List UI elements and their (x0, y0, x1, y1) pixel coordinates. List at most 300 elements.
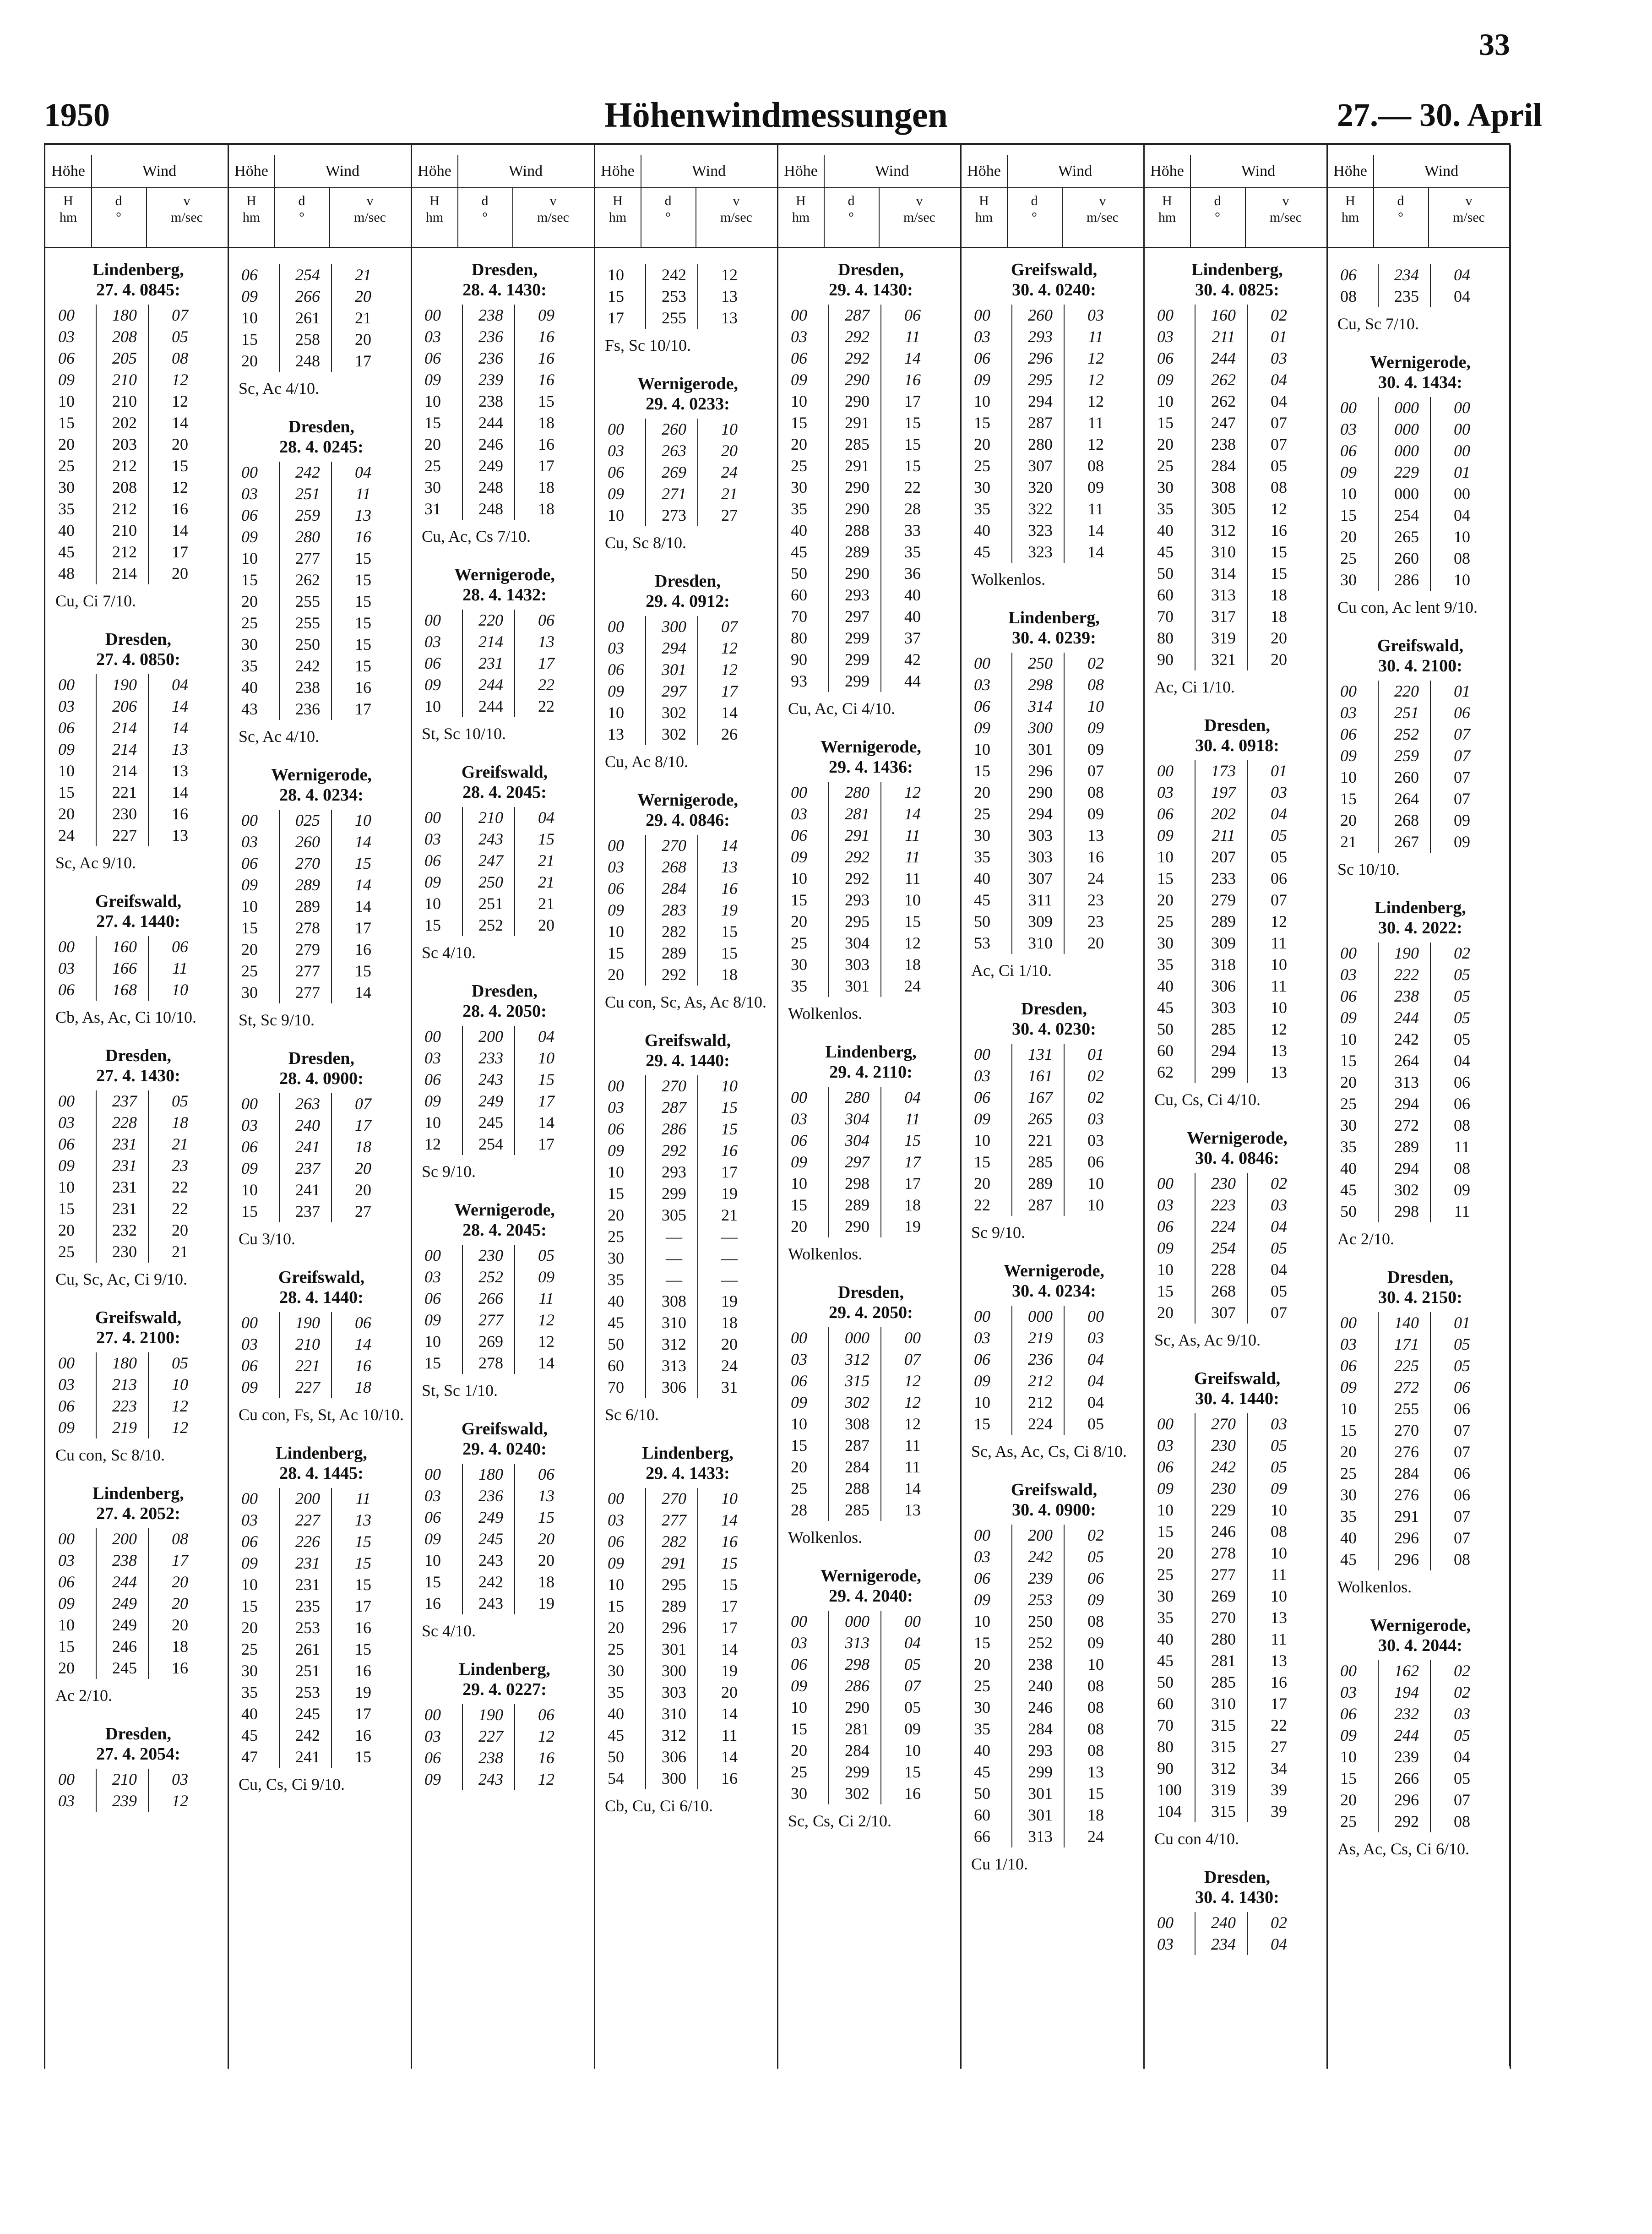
speed-value: 14 (172, 414, 188, 432)
height-value: 30 (791, 1784, 807, 1803)
table-row (1336, 569, 1505, 591)
speed-value: 00 (1454, 485, 1470, 503)
height-value: 09 (974, 371, 990, 389)
row-divider (1195, 1758, 1196, 1779)
row-divider (331, 1334, 332, 1355)
cloud-note: Cb, As, Ac, Ci 10/10. (55, 1008, 197, 1026)
height-value: 20 (791, 912, 807, 931)
row-divider (645, 1097, 646, 1118)
speed-value: 11 (721, 1726, 738, 1744)
direction-value: 166 (112, 959, 137, 977)
height-value: 06 (791, 826, 807, 845)
row-divider (96, 696, 97, 717)
row-divider (462, 1112, 463, 1133)
direction-value: 200 (112, 1530, 137, 1548)
direction-value: 293 (845, 586, 869, 604)
height-value: 06 (58, 981, 75, 999)
table-row (1336, 1377, 1505, 1398)
sounding-block (786, 260, 956, 719)
direction-value: 224 (1211, 1217, 1236, 1236)
speed-value: 09 (1271, 1479, 1287, 1498)
row-divider (1247, 1586, 1248, 1607)
height-value: 03 (424, 1268, 441, 1286)
row-divider (96, 1790, 97, 1812)
direction-value: 266 (478, 1289, 503, 1308)
speed-value: 12 (172, 392, 188, 410)
row-divider (1430, 1789, 1431, 1811)
row-divider (1195, 391, 1196, 412)
direction-value: 300 (1028, 719, 1053, 737)
row-divider (148, 1550, 149, 1571)
cloud-note: Cu, Sc, Ac, Ci 9/10. (55, 1270, 188, 1288)
header-divider (457, 155, 458, 247)
table-row (420, 653, 589, 674)
height-value: 20 (1340, 1791, 1357, 1809)
direction-value: 310 (662, 1313, 686, 1332)
table-row (603, 1553, 772, 1574)
height-value: 15 (1340, 506, 1357, 524)
row-divider (279, 1725, 280, 1746)
table-row (969, 1194, 1139, 1216)
height-value: 80 (791, 629, 807, 647)
direction-value: 210 (112, 371, 137, 389)
speed-value: 02 (1087, 1067, 1104, 1085)
table-row (1152, 1934, 1322, 1955)
observation-time: 29. 4. 2050: (829, 1303, 913, 1322)
table-row (603, 659, 772, 681)
direction-value: 277 (295, 983, 320, 1002)
direction-value: 248 (478, 478, 503, 496)
direction-value: 294 (1394, 1159, 1419, 1177)
table-row (603, 638, 772, 659)
row-divider (697, 1377, 698, 1398)
table-row (54, 391, 223, 412)
height-value: 45 (974, 543, 990, 561)
height-value: 06 (58, 1397, 75, 1415)
row-divider (462, 477, 463, 498)
row-divider (697, 1075, 698, 1097)
row-divider (1195, 1237, 1196, 1259)
height-value: 06 (241, 506, 258, 524)
table-row (786, 391, 956, 412)
direction-value: 284 (845, 1741, 869, 1760)
table-row (1152, 1435, 1322, 1456)
direction-value: 313 (1028, 1827, 1053, 1846)
speed-value: 14 (1087, 521, 1104, 539)
direction-value: 320 (1028, 478, 1053, 496)
direction-value: 239 (1394, 1748, 1419, 1766)
height-value: 45 (974, 1763, 990, 1781)
height-value: 35 (1157, 1608, 1174, 1627)
direction-value: 297 (845, 607, 869, 626)
speed-value: 31 (721, 1378, 738, 1396)
row-divider (514, 696, 515, 717)
row-divider (1378, 1746, 1379, 1768)
table-row (237, 810, 406, 831)
row-divider (1247, 889, 1248, 911)
header-d: d ° (1031, 193, 1038, 225)
speed-value: 20 (1271, 650, 1287, 669)
direction-value: 237 (295, 1159, 320, 1177)
height-value: 90 (1157, 650, 1174, 669)
height-value: 45 (791, 543, 807, 561)
table-row (237, 1136, 406, 1158)
row-divider (1378, 483, 1379, 505)
table-row (1152, 1629, 1322, 1650)
table-row (969, 825, 1139, 846)
direction-value: 285 (845, 1501, 869, 1519)
speed-value: — (721, 1227, 738, 1246)
observation-time: 29. 4. 0846: (646, 811, 730, 830)
table-row (237, 1574, 406, 1596)
direction-value: 308 (662, 1292, 686, 1310)
speed-value: 17 (904, 1174, 921, 1193)
row-divider (880, 1392, 881, 1413)
row-divider (1247, 1280, 1248, 1302)
row-divider (645, 1596, 646, 1617)
table-row (786, 455, 956, 477)
row-divider (148, 1571, 149, 1593)
row-divider (331, 677, 332, 698)
direction-value: 277 (295, 962, 320, 980)
row-divider (880, 1740, 881, 1761)
row-divider (1247, 1302, 1248, 1324)
row-divider (1430, 264, 1431, 286)
row-divider (1430, 1549, 1431, 1570)
direction-value: 296 (1394, 1529, 1419, 1547)
header-v: v m/sec (171, 193, 203, 225)
row-divider (697, 1161, 698, 1183)
table-row (420, 915, 589, 936)
height-value: 03 (1157, 1196, 1174, 1214)
speed-value: 21 (538, 894, 554, 913)
row-divider (645, 1660, 646, 1682)
height-value: 60 (974, 1806, 990, 1824)
row-divider (96, 1133, 97, 1155)
row-divider (331, 831, 332, 853)
direction-value: 287 (1028, 1196, 1053, 1214)
table-row (54, 434, 223, 455)
row-divider (1195, 954, 1196, 975)
row-divider (1430, 1506, 1431, 1527)
height-value: 00 (1340, 944, 1357, 962)
height-value: 50 (1340, 1202, 1357, 1221)
row-divider (645, 899, 646, 921)
direction-value: 306 (662, 1748, 686, 1766)
speed-value: 17 (721, 1618, 738, 1637)
row-divider (331, 1509, 332, 1531)
height-value: 15 (791, 1436, 807, 1455)
header-wind: Wind (641, 155, 777, 188)
table-row (969, 498, 1139, 520)
table-row (603, 616, 772, 638)
sounding-block (1336, 1267, 1505, 1597)
table-row (1336, 1420, 1505, 1441)
observation-time: 30. 4. 0239: (1012, 628, 1096, 648)
table-row (1336, 1093, 1505, 1115)
direction-value: 295 (845, 912, 869, 931)
speed-value: 01 (1454, 682, 1470, 700)
direction-value: 231 (112, 1178, 137, 1196)
table-row (237, 1553, 406, 1574)
height-value: 03 (58, 1113, 75, 1132)
direction-value: 265 (1394, 528, 1419, 546)
cloud-note: As, Ac, Cs, Ci 6/10. (1337, 1840, 1470, 1858)
height-value: 00 (58, 676, 75, 694)
row-divider (1378, 1158, 1379, 1179)
row-divider (279, 874, 280, 896)
height-value: 06 (241, 1357, 258, 1375)
direction-value: 235 (295, 1597, 320, 1615)
speed-value: 04 (538, 1027, 554, 1046)
row-divider (1430, 1441, 1431, 1463)
direction-value: 272 (1394, 1116, 1419, 1134)
direction-value: 255 (295, 614, 320, 632)
table-row (1336, 964, 1505, 986)
row-divider (697, 659, 698, 681)
height-value: 30 (608, 1249, 624, 1267)
speed-value: 11 (1271, 934, 1287, 952)
cloud-note: Sc, Cs, Ci 2/10. (788, 1812, 892, 1830)
row-divider (148, 1528, 149, 1550)
height-value: 40 (58, 521, 75, 539)
direction-value: 255 (1394, 1400, 1419, 1418)
height-value: 00 (1157, 1174, 1174, 1193)
height-value: 15 (974, 1153, 990, 1171)
speed-value: 16 (538, 327, 554, 346)
row-divider (1011, 846, 1012, 868)
speed-value: 07 (904, 1677, 921, 1695)
observation-time: 30. 4. 2022: (1378, 918, 1462, 937)
direction-value: 250 (295, 635, 320, 654)
row-divider (880, 1194, 881, 1216)
speed-value: 05 (1454, 1769, 1470, 1787)
row-divider (1378, 1527, 1379, 1549)
row-divider (828, 649, 829, 670)
row-divider (880, 520, 881, 541)
direction-value: 259 (1394, 746, 1419, 765)
direction-value: 284 (1394, 1464, 1419, 1482)
height-value: 09 (791, 1153, 807, 1171)
table-row (1336, 397, 1505, 419)
speed-value: 11 (905, 826, 920, 845)
speed-value: 13 (172, 740, 188, 758)
row-divider (148, 1198, 149, 1220)
speed-value: 10 (1087, 1196, 1104, 1214)
station-name: Greifswald, (95, 892, 182, 911)
height-value: 10 (424, 697, 441, 715)
row-divider (697, 1291, 698, 1312)
height-value: 00 (974, 654, 990, 672)
table-row (969, 1804, 1139, 1826)
speed-value: 05 (172, 1354, 188, 1372)
row-divider (1247, 846, 1248, 868)
speed-value: 01 (1271, 327, 1287, 346)
speed-value: 28 (904, 500, 921, 518)
direction-value: 262 (295, 571, 320, 589)
row-divider (645, 1161, 646, 1183)
row-divider (1064, 739, 1065, 760)
table-row (786, 563, 956, 584)
table-row (969, 911, 1139, 932)
table-row (54, 455, 223, 477)
sounding-block (420, 260, 589, 546)
row-divider (279, 1179, 280, 1201)
table-row (1336, 1682, 1505, 1703)
station-name: Dresden, (288, 417, 354, 436)
table-row (1152, 803, 1322, 825)
speed-value: 07 (1454, 1421, 1470, 1439)
height-value: 00 (608, 836, 624, 855)
table-row (1152, 477, 1322, 498)
direction-value: 280 (845, 783, 869, 801)
speed-value: 20 (172, 1221, 188, 1239)
speed-value: 12 (1271, 500, 1287, 518)
speed-value: 05 (1087, 1547, 1104, 1566)
column-content (1336, 260, 1505, 1877)
table-row (420, 1507, 589, 1528)
direction-value: 282 (662, 922, 686, 941)
direction-value: 233 (478, 1049, 503, 1067)
row-divider (1247, 1062, 1248, 1083)
row-divider (645, 616, 646, 638)
speed-value: 13 (1271, 1063, 1287, 1081)
direction-value: 260 (1028, 306, 1053, 324)
row-divider (880, 1654, 881, 1675)
observation-time: 30. 4. 2150: (1378, 1288, 1462, 1307)
speed-value: 14 (355, 876, 371, 894)
table-row (1336, 1398, 1505, 1420)
speed-value: 02 (1454, 944, 1470, 962)
direction-value: 252 (1394, 725, 1419, 743)
row-divider (697, 1596, 698, 1617)
direction-value: 287 (662, 1098, 686, 1117)
speed-value: 16 (538, 435, 554, 453)
column-content (1152, 260, 1322, 1973)
row-divider (96, 434, 97, 455)
station-name: Dresden, (105, 1724, 171, 1744)
wind-rows (786, 305, 956, 692)
header-v: v m/sec (903, 193, 935, 225)
row-divider (1378, 1463, 1379, 1484)
row-divider (880, 868, 881, 889)
speed-value: 17 (538, 1092, 554, 1110)
table-column (778, 145, 962, 2069)
direction-value: 180 (478, 1465, 503, 1483)
height-value: 00 (424, 808, 441, 827)
row-divider (279, 939, 280, 960)
table-row (237, 1703, 406, 1725)
speed-value: 07 (721, 617, 738, 636)
speed-value: 08 (1454, 1812, 1470, 1831)
height-value: 09 (1157, 1479, 1174, 1498)
row-divider (1064, 803, 1065, 825)
table-row (237, 1334, 406, 1355)
table-row (786, 1632, 956, 1654)
direction-value: 289 (295, 876, 320, 894)
cloud-note: Cu 1/10. (971, 1855, 1028, 1873)
height-value: 50 (1157, 564, 1174, 583)
row-divider (1247, 412, 1248, 434)
table-row (969, 782, 1139, 803)
wind-rows (54, 1769, 223, 1812)
table-row (237, 329, 406, 350)
row-divider (880, 1216, 881, 1237)
sounding-block (786, 1566, 956, 1831)
sounding-block (237, 1443, 406, 1794)
row-divider (828, 391, 829, 412)
wind-rows (1336, 943, 1505, 1222)
row-divider (1378, 1179, 1379, 1201)
table-row (1152, 1607, 1322, 1629)
speed-value: 04 (1087, 1393, 1104, 1411)
height-value: 20 (791, 1217, 807, 1236)
table-row (237, 526, 406, 548)
observation-time: 29. 4. 0227: (462, 1680, 547, 1699)
speed-value: 15 (904, 414, 921, 432)
speed-value: 14 (172, 521, 188, 539)
speed-value: 07 (904, 1350, 921, 1368)
table-row (603, 899, 772, 921)
wind-rows (1152, 1413, 1322, 1822)
row-divider (279, 810, 280, 831)
row-divider (880, 563, 881, 584)
row-divider (1430, 1334, 1431, 1355)
speed-value: 03 (1271, 1196, 1287, 1214)
direction-value: — (666, 1270, 682, 1289)
speed-value: 06 (1087, 1569, 1104, 1587)
table-row (603, 1660, 772, 1682)
station-name: Dresden, (105, 630, 171, 649)
speed-value: 03 (1271, 783, 1287, 801)
height-value: 25 (424, 457, 441, 475)
height-value: 09 (1157, 371, 1174, 389)
observation-time: 27. 4. 2054: (96, 1744, 180, 1764)
row-divider (1195, 1650, 1196, 1672)
speed-value: 01 (1087, 1045, 1104, 1063)
direction-value: 285 (1211, 1673, 1236, 1691)
direction-value: 237 (295, 1202, 320, 1221)
row-divider (148, 434, 149, 455)
direction-value: 190 (295, 1313, 320, 1332)
row-divider (462, 391, 463, 412)
sounding-block (420, 1419, 589, 1641)
row-divider (279, 1136, 280, 1158)
row-divider (1247, 782, 1248, 803)
row-divider (1011, 1525, 1012, 1546)
height-value: 30 (608, 1662, 624, 1680)
row-divider (1247, 1912, 1248, 1934)
table-row (786, 889, 956, 911)
header-h: H hm (1158, 193, 1176, 225)
speed-value: 12 (538, 1770, 554, 1788)
height-value: 00 (1340, 1313, 1357, 1332)
row-divider (462, 653, 463, 674)
row-divider (148, 455, 149, 477)
page-title: Höhenwindmessungen (604, 95, 948, 135)
row-divider (514, 1112, 515, 1133)
direction-value: 236 (1028, 1350, 1053, 1368)
direction-value: 219 (1028, 1329, 1053, 1347)
row-divider (279, 1617, 280, 1639)
row-divider (96, 305, 97, 326)
direction-value: 301 (662, 1640, 686, 1658)
direction-value: 263 (662, 441, 686, 460)
height-value: 10 (1157, 848, 1174, 866)
row-divider (96, 1352, 97, 1374)
speed-value: 16 (355, 1618, 371, 1637)
row-divider (1195, 498, 1196, 520)
